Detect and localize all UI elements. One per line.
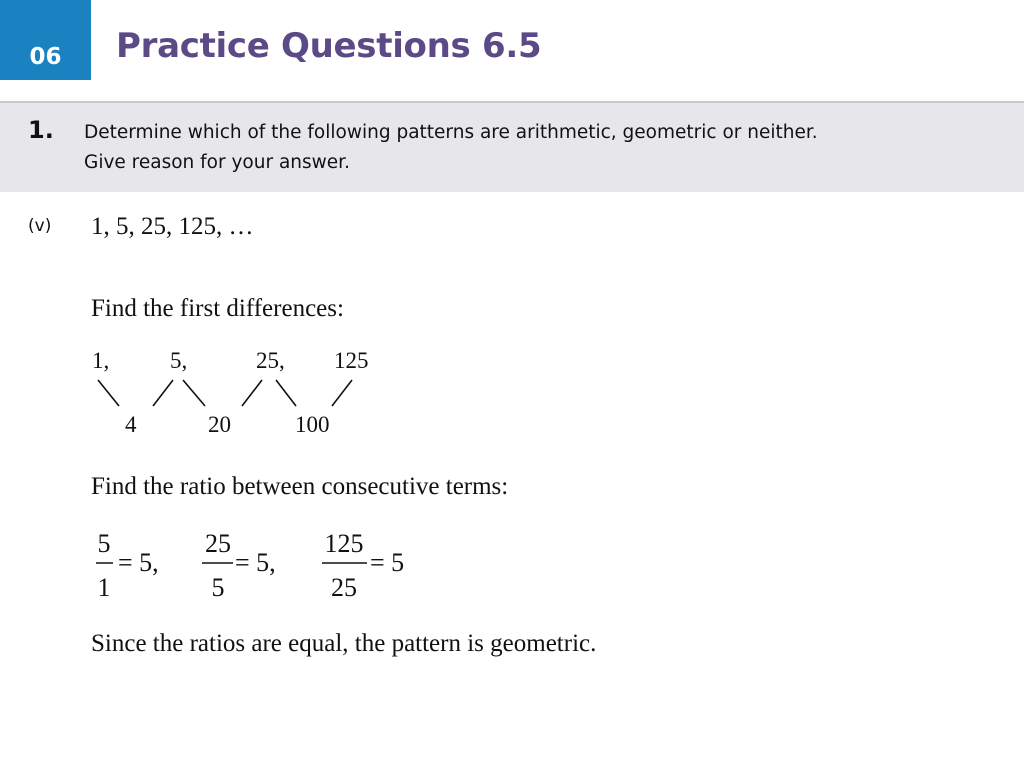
ratio-numerator: 5 (97, 529, 111, 558)
step-ratio: Find the ratio between consecutive terms: (91, 473, 509, 500)
step-first-differences: Find the first differences: (91, 295, 344, 322)
page-title: Practice Questions 6.5 (116, 26, 542, 66)
diff-connector-line (242, 380, 262, 406)
ratio-numerator: 25 (205, 529, 231, 558)
term-1: 1, (92, 348, 110, 373)
diff-connector-line (332, 380, 352, 406)
difference-1: 4 (125, 412, 137, 437)
term-4: 125 (334, 348, 369, 373)
chapter-badge (0, 0, 91, 80)
difference-3: 100 (295, 412, 330, 437)
chapter-number: 06 (29, 44, 62, 70)
ratio-result: = 5, (118, 548, 159, 577)
question-number: 1. (28, 116, 54, 144)
term-2: 5, (170, 348, 188, 373)
sequence: 1, 5, 25, 125, … (91, 213, 254, 240)
ratio-denominator: 1 (97, 573, 111, 602)
ratio-denominator: 25 (331, 573, 357, 602)
conclusion: Since the ratios are equal, the pattern is geometric. (91, 630, 597, 657)
question-text (84, 118, 984, 178)
ratio-result: = 5, (235, 548, 276, 577)
diff-connector-line (153, 380, 173, 406)
question-band (0, 101, 1024, 192)
diff-connector-line (276, 380, 296, 406)
term-3: 25, (256, 348, 285, 373)
diff-connector-line (98, 380, 119, 406)
ratio-result: = 5 (370, 548, 405, 577)
diff-connector-line (183, 380, 205, 406)
part-label: (v) (28, 216, 52, 236)
difference-2: 20 (208, 412, 231, 437)
ratio-numerator: 125 (324, 529, 364, 558)
ratio-denominator: 5 (211, 573, 225, 602)
ratio-fractions (80, 520, 440, 606)
differences-diagram (80, 340, 400, 440)
question-line-2: Give reason for your answer. (84, 152, 350, 173)
question-line-1: Determine which of the following patterns are arithmetic, geometric or neither. (84, 122, 818, 143)
